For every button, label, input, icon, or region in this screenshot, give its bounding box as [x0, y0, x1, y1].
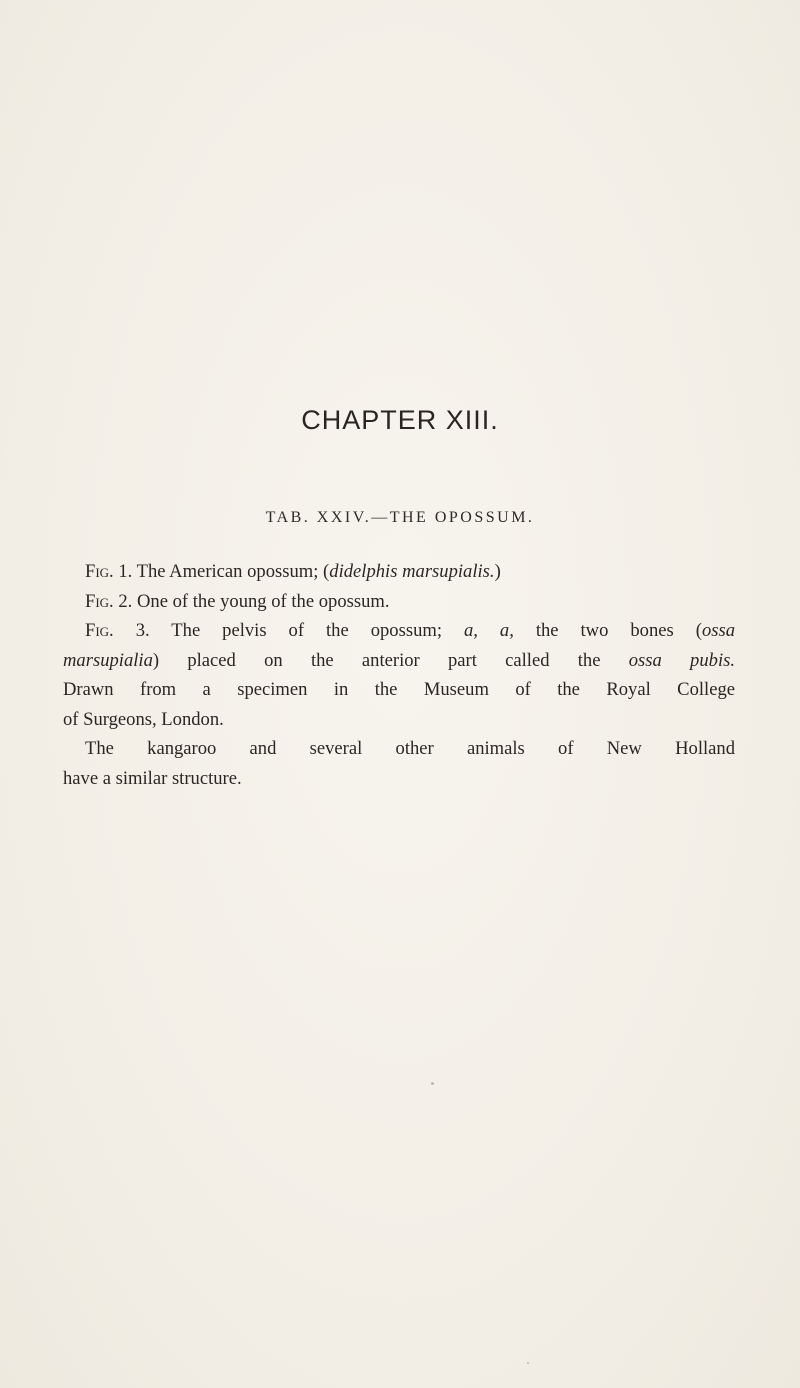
letter-reference: a, a, — [463, 620, 514, 641]
species-name: didelphis marsupialis. — [329, 561, 495, 582]
figure-3-caption-line-1 — [63, 616, 735, 646]
chapter-title: CHAPTER XIII. — [301, 405, 499, 435]
note-line-1: The kangaroo and several other animals of New Holland — [85, 738, 735, 759]
figure-2-caption — [63, 587, 735, 617]
fig-number: 2. — [118, 590, 133, 612]
fig-text: the two bones ( — [513, 620, 702, 641]
fig-number: 1. — [118, 561, 133, 582]
fig-label: Fig. — [85, 590, 114, 612]
plate-title: TAB. XXIV.—THE OPOSSUM. — [265, 509, 535, 526]
latin-term: marsupialia — [63, 649, 153, 671]
fig-number: 3. — [135, 620, 150, 641]
paper-speck — [431, 1082, 434, 1085]
fig-text: ) placed on the anterior part called the — [152, 649, 629, 671]
fig-text: One of the young of the opossum. — [132, 590, 390, 612]
paper-speck — [527, 1362, 529, 1364]
fig-text: The pelvis of the opossum; — [149, 620, 464, 641]
latin-term: ossa pubis. — [628, 649, 735, 671]
fig-label: Fig. — [85, 620, 114, 641]
figure-3-caption-line-2 — [63, 646, 735, 676]
figure-3-caption-line-3: Drawn from a specimen in the Museum of the Royal College — [63, 679, 735, 700]
fig-label: Fig. — [85, 561, 114, 582]
figure-1-caption — [63, 557, 735, 587]
fig-text: The American opossum; ( — [132, 561, 330, 582]
figure-3-caption-line-4: of Surgeons, London. — [63, 708, 224, 730]
figure-descriptions — [63, 557, 735, 793]
note-line-2: have a similar structure. — [63, 767, 242, 789]
fig-text-end: ) — [494, 561, 501, 582]
latin-term: ossa — [701, 620, 736, 641]
